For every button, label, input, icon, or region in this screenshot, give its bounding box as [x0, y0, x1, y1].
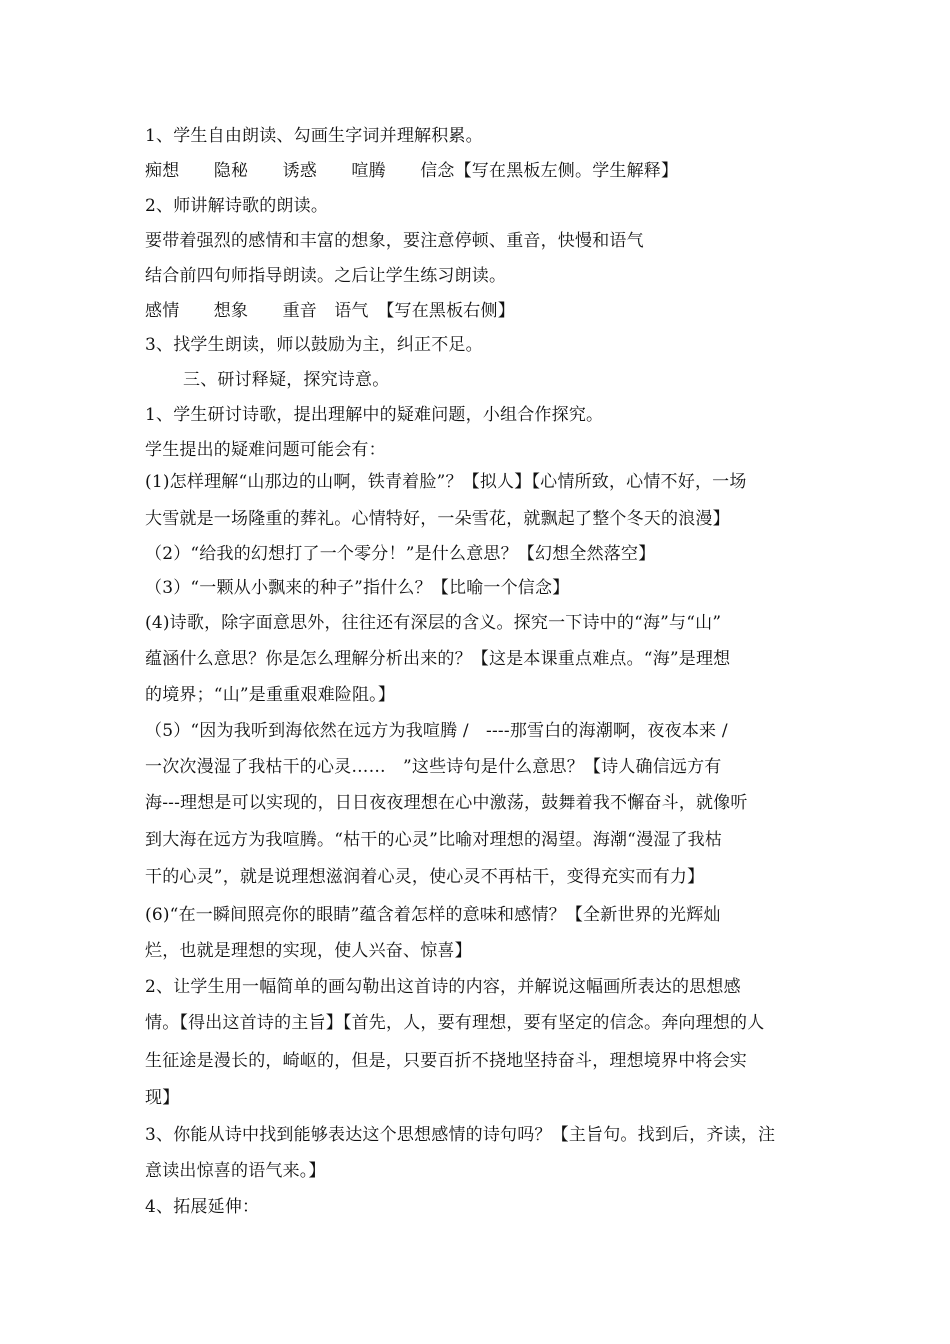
text-line: 意读出惊喜的语气来。】: [145, 1161, 326, 1181]
text-line: 情。【得出这首诗的主旨】【首先，人，要有理想，要有坚定的信念。奔向理想的人: [145, 1013, 765, 1033]
text-line: （5）“因为我听到海依然在远方为我喧腾 / ----那雪白的海潮啊，夜夜本来 /: [145, 721, 728, 741]
text-line: 结合前四句师指导朗读。之后让学生练习朗读。: [145, 266, 507, 286]
text-line: 烂，也就是理想的实现，使人兴奋、惊喜】: [145, 941, 472, 961]
text-line: 蕴涵什么意思？你是怎么理解分析出来的？【这是本课重点难点。“海”是理想: [145, 649, 731, 669]
text-line: (6)“在一瞬间照亮你的眼睛”蕴含着怎样的意味和感情？【全新世界的光辉灿: [145, 905, 721, 925]
text-line: 学生提出的疑难问题可能会有：: [145, 440, 386, 460]
text-line: 4、拓展延伸：: [145, 1197, 260, 1217]
text-line: 现】: [145, 1088, 180, 1108]
text-line: 1、学生研讨诗歌，提出理解中的疑难问题，小组合作探究。: [145, 405, 604, 425]
text-line: （3）“一颗从小飘来的种子”指什么？【比喻一个信念】: [145, 578, 570, 598]
text-line: 干的心灵”，就是说理想滋润着心灵，使心灵不再枯干，变得充实而有力】: [145, 867, 705, 887]
text-line: 感情 想象 重音 语气 【写在黑板右侧】: [145, 301, 515, 321]
text-line: (4)诗歌，除字面意思外，往往还有深层的含义。探究一下诗中的“海”与“山”: [145, 613, 722, 633]
text-line: 大雪就是一场隆重的葬礼。心情特好，一朵雪花，就飘起了整个冬天的浪漫】: [145, 509, 730, 529]
text-line: 痴想 隐秘 诱惑 喧腾 信念【写在黑板左侧。学生解释】: [145, 161, 679, 181]
text-line: 的境界；“山”是重重艰难险阻。】: [145, 685, 396, 705]
text-line: （2）“给我的幻想打了一个零分！”是什么意思？【幻想全然落空】: [145, 544, 656, 564]
text-line: 3、你能从诗中找到能够表达这个思想感情的诗句吗？【主旨句。找到后，齐读，注: [145, 1125, 776, 1145]
text-line: 一次次漫湿了我枯干的心灵…… ”这些诗句是什么意思？【诗人确信远方有: [145, 757, 722, 777]
text-line: 2、让学生用一幅简单的画勾勒出这首诗的内容，并解说这幅画所表达的思想感: [145, 977, 741, 997]
text-line: 生征途是漫长的，崎岖的，但是，只要百折不挠地坚持奋斗，理想境界中将会实: [145, 1051, 747, 1071]
section-heading: 三、研讨释疑，探究诗意。: [183, 370, 390, 390]
text-line: 2、师讲解诗歌的朗读。: [145, 196, 329, 216]
text-line: 1、学生自由朗读、勾画生字词并理解积累。: [145, 126, 483, 146]
text-line: 3、找学生朗读，师以鼓励为主，纠正不足。: [145, 335, 483, 355]
text-line: 海---理想是可以实现的，日日夜夜理想在心中激荡，鼓舞着我不懈奋斗，就像听: [145, 793, 748, 813]
text-line: 要带着强烈的感情和丰富的想象，要注意停顿、重音，快慢和语气: [145, 231, 644, 251]
text-line: (1)怎样理解“山那边的山啊，铁青着脸”？【拟人】【心情所致，心情不好，一场: [145, 472, 747, 492]
text-line: 到大海在远方为我喧腾。“枯干的心灵”比喻对理想的渴望。海潮“漫湿了我枯: [145, 830, 723, 850]
